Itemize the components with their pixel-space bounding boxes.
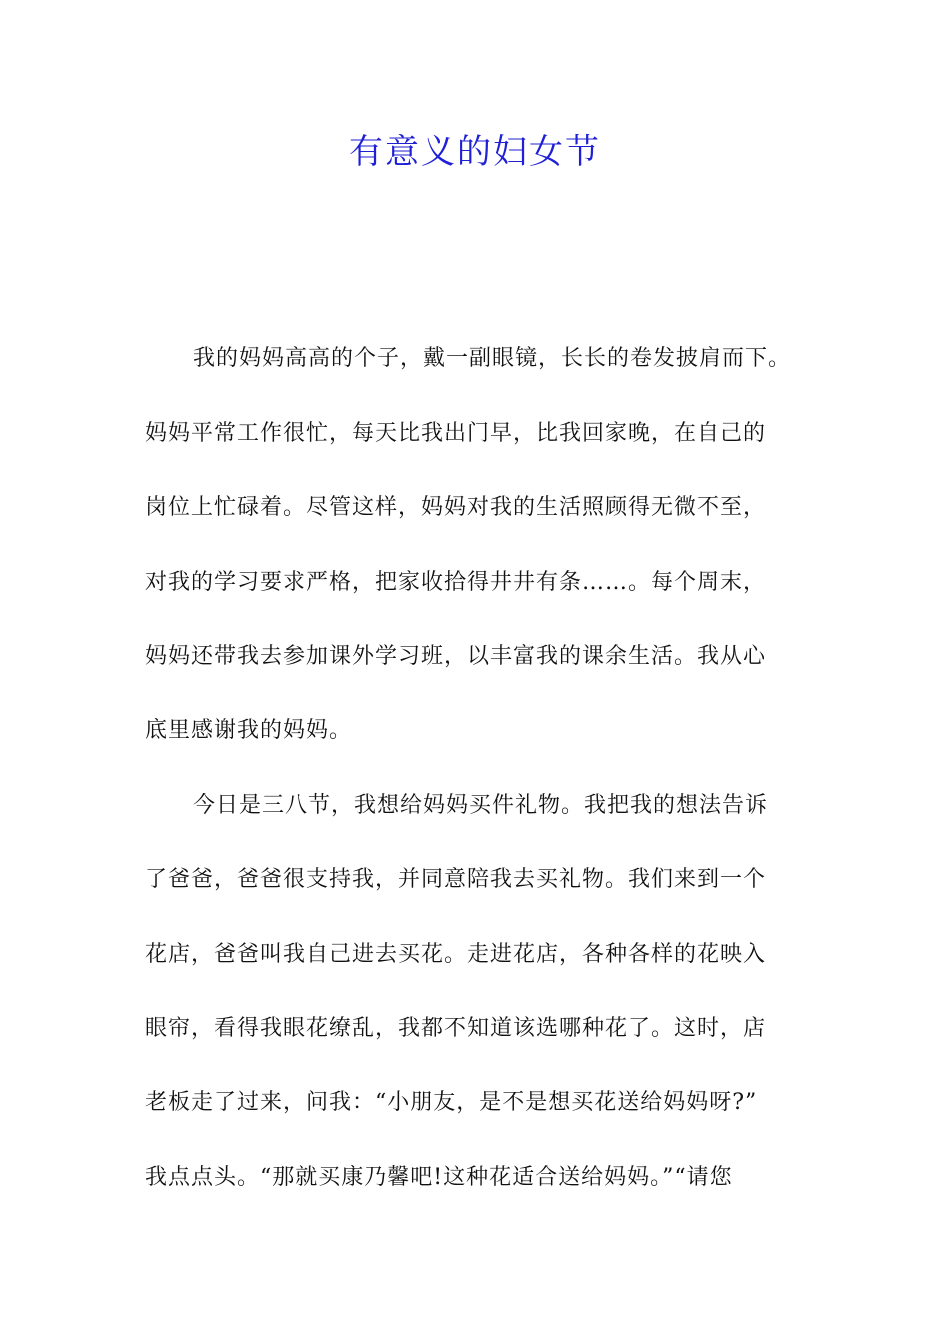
paragraph-2-line-2: 了爸爸，爸爸很支持我，并同意陪我去买礼物。我们来到一个 — [145, 867, 767, 892]
paragraph-2-line-3: 花店，爸爸叫我自己进去买花。走进花店，各种各样的花映入 — [145, 942, 767, 967]
paragraph-2-line-1: 今日是三八节，我想给妈妈买件礼物。我把我的想法告诉 — [193, 793, 769, 818]
paragraph-1-line-3: 岗位上忙碌着。尽管这样，妈妈对我的生活照顾得无微不至， — [145, 495, 767, 520]
paragraph-1-line-2: 妈妈平常工作很忙，每天比我出门早，比我回家晚，在自己的 — [145, 421, 767, 446]
paragraph-2-line-4: 眼帘，看得我眼花缭乱，我都不知道该选哪种花了。这时，店 — [145, 1016, 767, 1041]
paragraph-1-line-1: 我的妈妈高高的个子，戴一副眼镜，长长的卷发披肩而下。 — [193, 346, 792, 371]
document-title: 有意义的妇女节 — [349, 132, 601, 172]
paragraph-1-line-4: 对我的学习要求严格，把家收拾得井井有条……。每个周末， — [145, 570, 767, 595]
paragraph-2-line-5: 老板走了过来，问我：“小朋友，是不是想买花送给妈妈呀?” — [145, 1090, 758, 1115]
paragraph-1-line-6: 底里感谢我的妈妈。 — [145, 718, 353, 743]
paragraph-2-line-6: 我点点头。“那就买康乃馨吧!这种花适合送给妈妈。”“请您 — [145, 1165, 733, 1190]
paragraph-1-line-5: 妈妈还带我去参加课外学习班，以丰富我的课余生活。我从心 — [145, 644, 767, 669]
